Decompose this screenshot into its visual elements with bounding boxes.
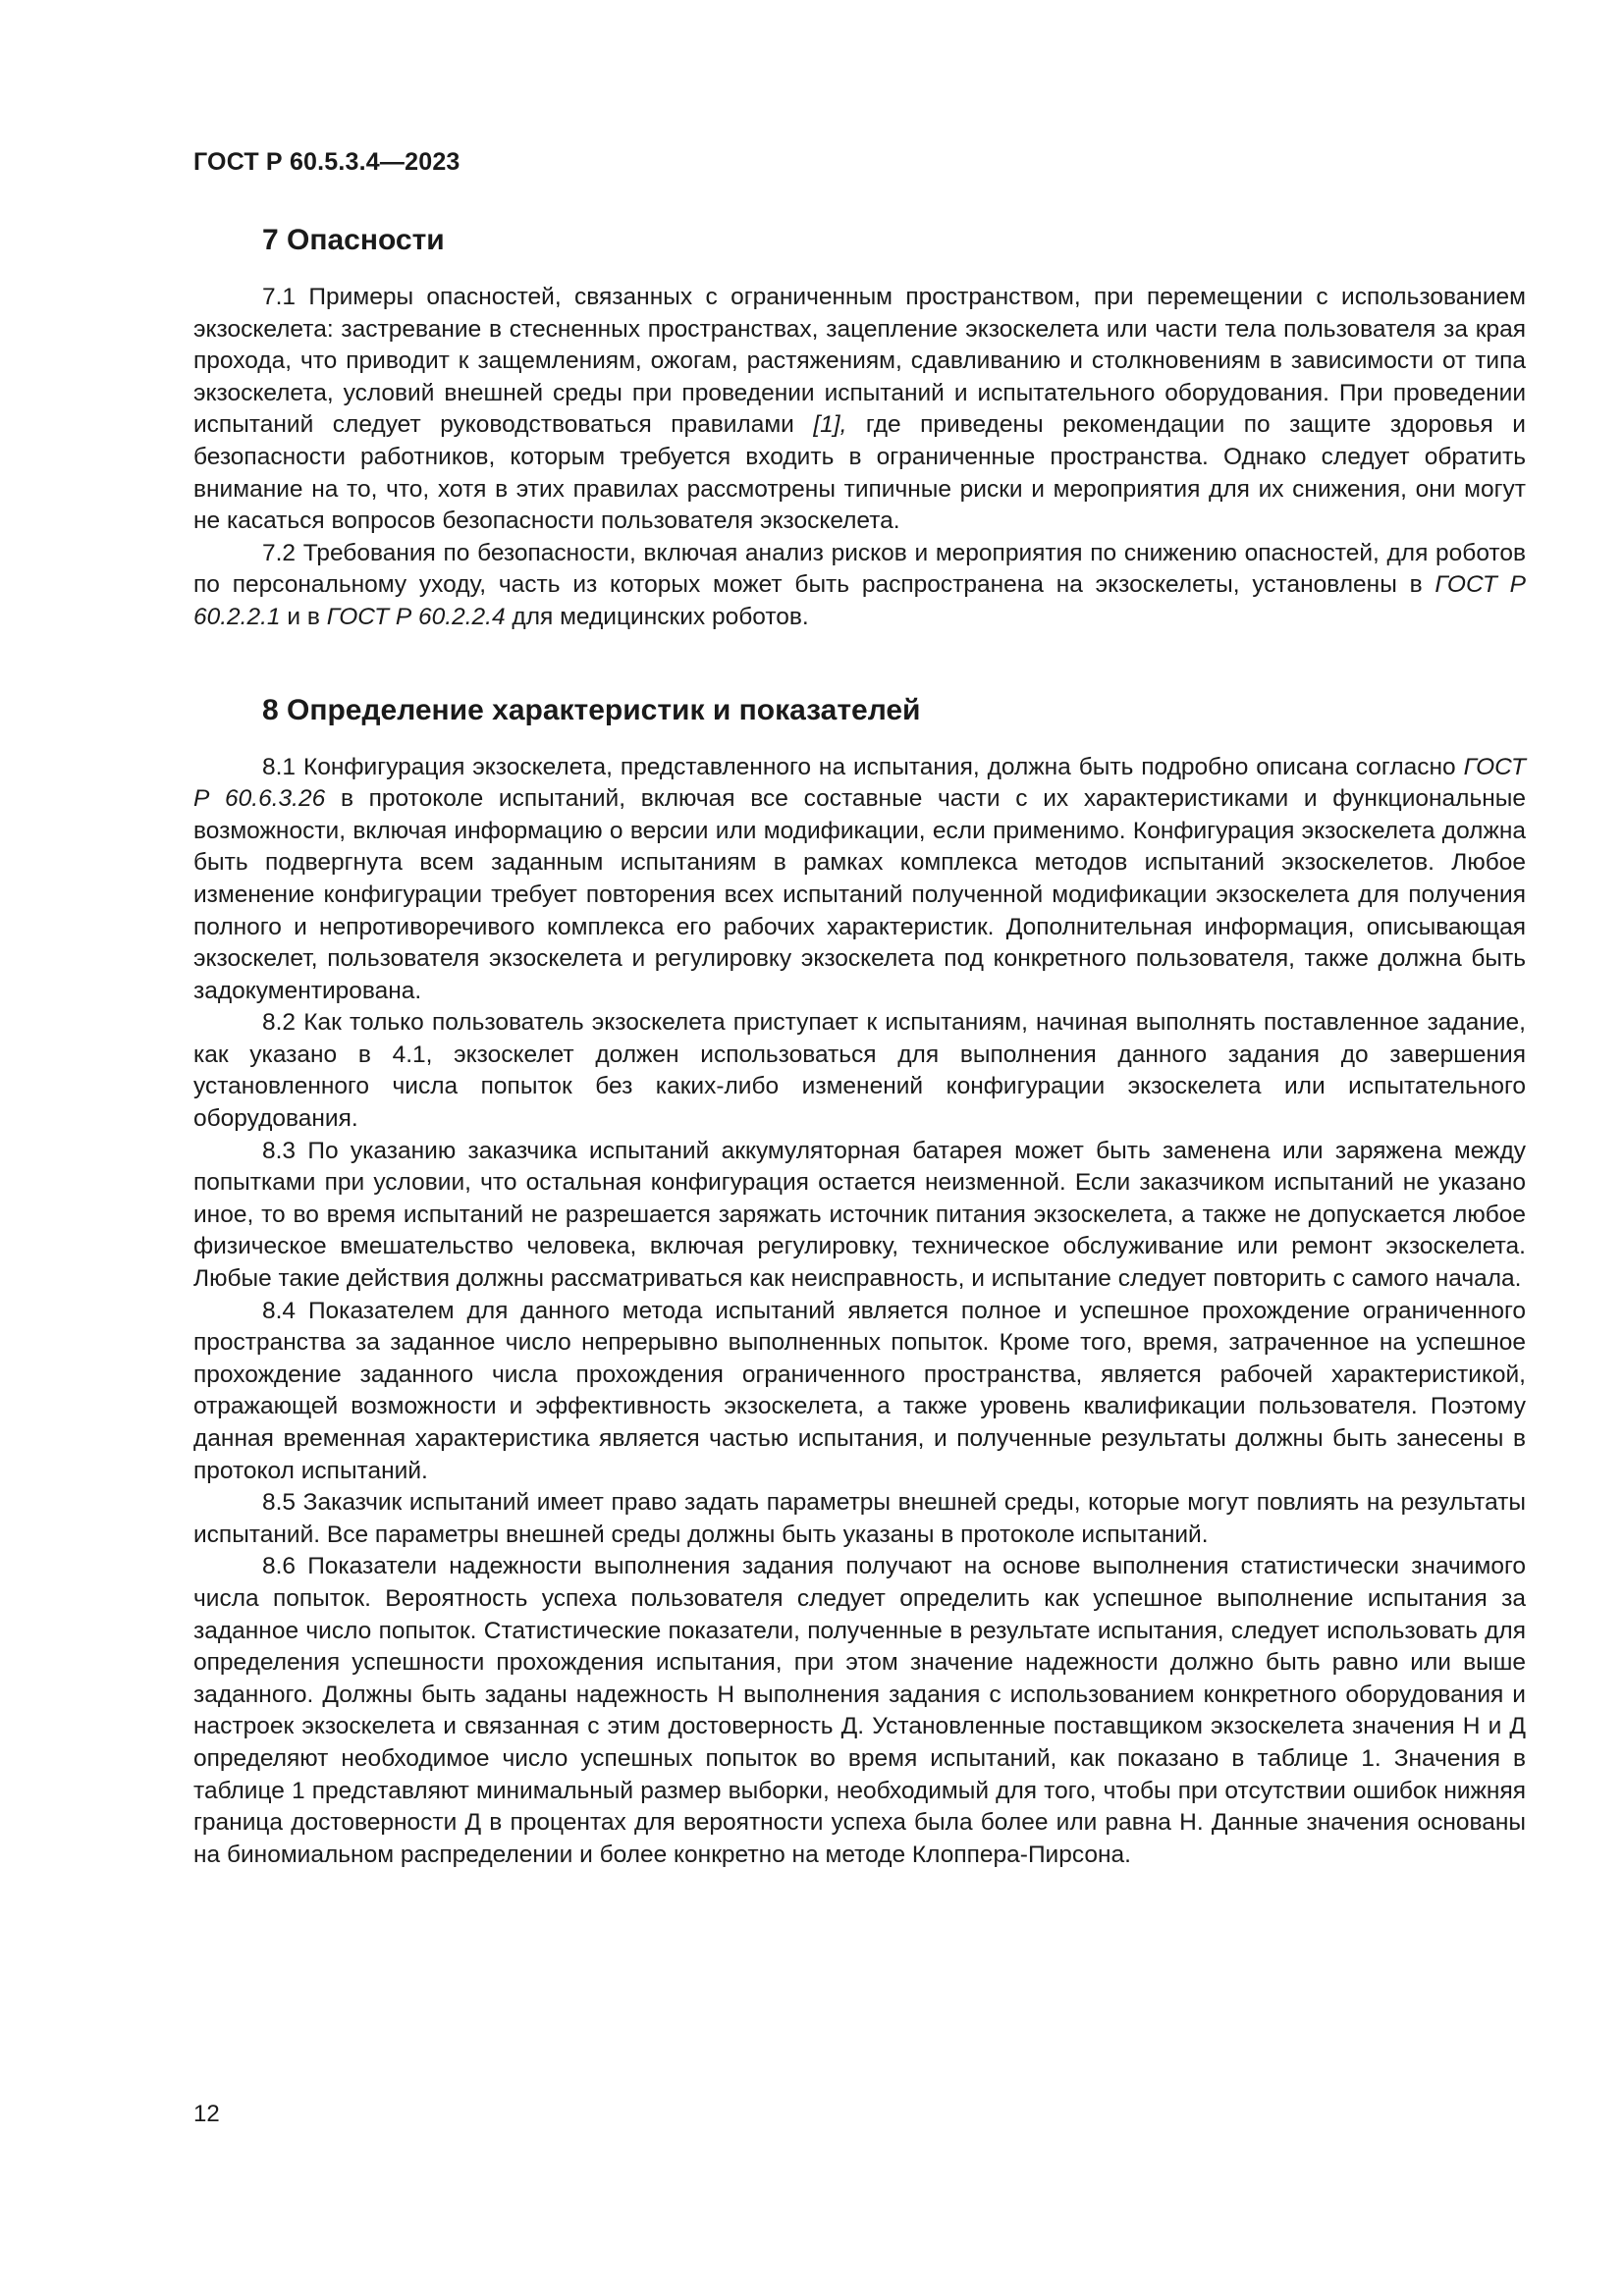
paragraph-8-5: 8.5 Заказчик испытаний имеет право задать параметры внешней среды, которые могут повлиять на результаты испытаний. Все параметры внешней среды должны быть указаны в протоколе испытаний.	[193, 1489, 1526, 1548]
section-heading: 7 Опасности	[262, 224, 445, 256]
paragraph-8-4: 8.4 Показателем для данного метода испытаний является полное и успешное прохождение ограниченного пространства за заданное число непрерывно выполненных попыток. Кроме того, время, затраченное на успешное прохождение заданного числа прохождения ограниченного пространства, является рабочей характеристикой, отражающей возможности и эффективность экзоскелета, а также уровень квалификации пользователя. Поэтому данная временная характеристика является частью испытания, и полученные результаты должны быть занесены в протокол испытаний.	[193, 1297, 1526, 1484]
paragraph-8-2: 8.2 Как только пользователь экзоскелета приступает к испытаниям, начиная выполнять поставленное задание, как указано в 4.1, экзоскелет должен использоваться для выполнения данного задания до завершения установленного числа попыток без каких-либо изменений конфигурации экзоскелета или испытательного оборудования.	[193, 1009, 1526, 1133]
section-heading: 8 Определение характеристик и показателей	[262, 693, 921, 726]
paragraph-8-6: 8.6 Показатели надежности выполнения задания получают на основе выполнения статистически значимого числа попыток. Вероятность успеха пользователя следует определить как успешное выполнение испытания за заданное число попыток. Статистические показатели, полученные в результате испытания, следует использовать для определения успешности прохождения испытания, при этом значение надежности должно быть равно или выше заданного. Должны быть заданы надежность Н выполнения задания с использованием конкретного оборудования и настроек экзоскелета и связанная с этим достоверность Д. Установленные поставщиком экзоскелета значения Н и Д определяют необходимое число успешных попыток во время испытаний, как показано в таблице 1. Значения в таблице 1 представляют минимальный размер выборки, необходимый для того, чтобы при отсутствии ошибок нижняя граница достоверности Д в процентах для вероятности успеха была более или равна Н. Данные значения основаны на биномиальном распределении и более конкретно на методе Клоппера-Пирсона.	[193, 1553, 1526, 1868]
document-id: ГОСТ Р 60.5.3.4—2023	[193, 148, 460, 176]
reference-link: [1],	[813, 411, 847, 439]
paragraph-7-2: 7.2 Требования по безопасности, включая анализ рисков и мероприятия по снижению опасностей, для роботов по персональному уходу, часть из которых может быть распространена на экзоскелеты, установлены в ГОСТ Р 60.2.2.1 и в ГОСТ Р 60.2.2.4 для медицинских роботов.	[193, 539, 1526, 630]
page-content	[193, 221, 1526, 1871]
standard-reference: ГОСТ Р 60.6.3.26	[193, 753, 1526, 813]
section-7-hazards	[193, 221, 1526, 634]
paragraph-8-3: 8.3 По указанию заказчика испытаний аккумуляторная батарея может быть заменена или заряжена между попытками при условии, что остальная конфигурация остается неизменной. Если заказчиком испытаний не указано иное, то во время испытаний не разрешается заряжать источник питания экзоскелета, а также не допускается любое физическое вмешательство человека, включая регулировку, техническое обслуживание или ремонт экзоскелета. Любые такие действия должны рассматриваться как неисправность, и испытание следует повторить с самого начала.	[193, 1137, 1526, 1293]
paragraph-7-1: 7.1 Примеры опасностей, связанных с ограниченным пространством, при перемещении с использованием экзоскелета: застревание в стесненных пространствах, зацепление экзоскелета или части тела пользователя за края прохода, что приводит к защемлениям, ожогам, растяжениям, сдавливанию и столкновениям в зависимости от типа экзоскелета, условий внешней среды при проведении испытаний и испытательного оборудования. При проведении испытаний следует руководствоваться правилами [1], где приведены рекомендации по защите здоровья и безопасности работников, которым требуется входить в ограниченные пространства. Однако следует обратить внимание на то, что, хотя в этих правилах рассмотрены типичные риски и мероприятия для их снижения, они могут не касаться вопросов безопасности пользователя экзоскелета.	[193, 284, 1526, 535]
paragraph-8-1: 8.1 Конфигурация экзоскелета, представленного на испытания, должна быть подробно описана согласно ГОСТ Р 60.6.3.26 в протоколе испытаний, включая все составные части с их характеристиками и функциональные возможности, включая информацию о версии или модификации, если применимо. Конфигурация экзоскелета должна быть подвергнута всем заданным испытаниям в рамках комплекса методов испытаний экзоскелетов. Любое изменение конфигурации требует повторения всех испытаний полученной модификации экзоскелета для получения полного и непротиворечивого комплекса его рабочих характеристик. Дополнительная информация, описывающая экзоскелет, пользователя экзоскелета и регулировку экзоскелета под конкретного пользователя, также должна быть задокументирована.	[193, 753, 1527, 1004]
section-8-characteristics	[193, 691, 1526, 1872]
standard-reference: ГОСТ Р 60.2.2.1	[193, 571, 1526, 630]
standard-reference: ГОСТ Р 60.2.2.4	[326, 603, 506, 630]
page-number: 12	[193, 2101, 220, 2127]
